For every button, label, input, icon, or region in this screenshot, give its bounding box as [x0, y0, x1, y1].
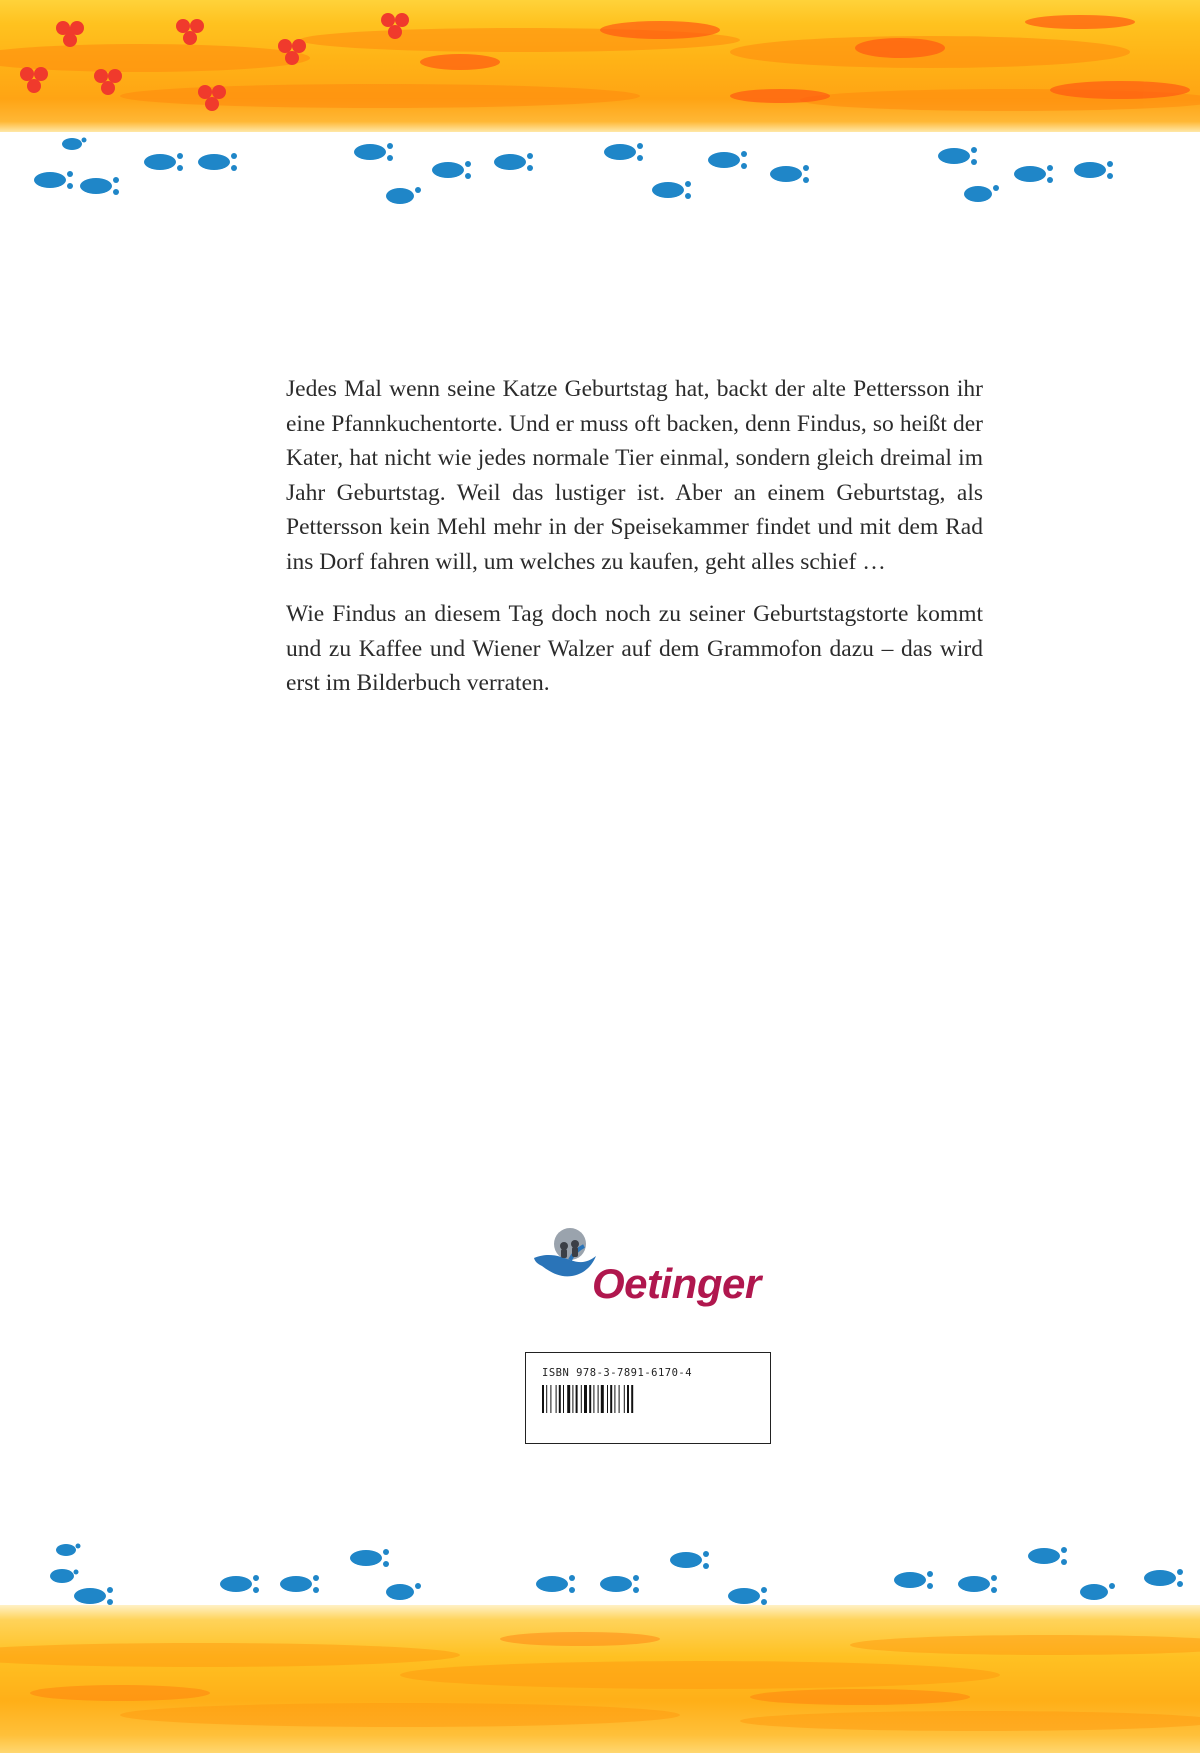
top-footprints: [0, 130, 1200, 210]
barcode-bars: [542, 1385, 692, 1413]
top-painted-band: [0, 0, 1200, 132]
blurb-paragraph-1: Jedes Mal wenn seine Katze Geburtstag hat, backt der alte Pettersson ihr eine Pfannkuchentorte. Und er muss oft backen, denn Findus, so heißt der Kater, hat nicht wie jedes normale Tier einmal, sondern gleich dreimal im Jahr Geburtstag. Weil das lustiger ist. Aber an einem Geburtstag, als Pettersson kein Mehl mehr in der Speisekammer findet und mit dem Rad ins Dorf fahren will, um welches zu kaufen, geht alles schief …: [286, 376, 983, 575]
bottom-band-brush-strokes: [0, 1605, 1200, 1753]
bottom-footprints: [0, 1540, 1200, 1610]
publisher-logo: [530, 1222, 770, 1322]
publisher-name: Oetinger: [592, 1260, 761, 1307]
back-cover-blurb: [286, 372, 983, 719]
bottom-painted-band: [0, 1605, 1200, 1753]
blurb-paragraph-2: Wie Findus an diesem Tag doch noch zu seiner Geburtstagstorte kommt und zu Kaffee und Wiener Walzer auf dem Grammofon dazu – das wird erst im Bilderbuch verraten.: [286, 601, 983, 696]
isbn-barcode: [525, 1352, 771, 1444]
top-band-brush-strokes: [0, 0, 1200, 132]
isbn-number: ISBN 978-3-7891-6170-4: [542, 1367, 693, 1379]
